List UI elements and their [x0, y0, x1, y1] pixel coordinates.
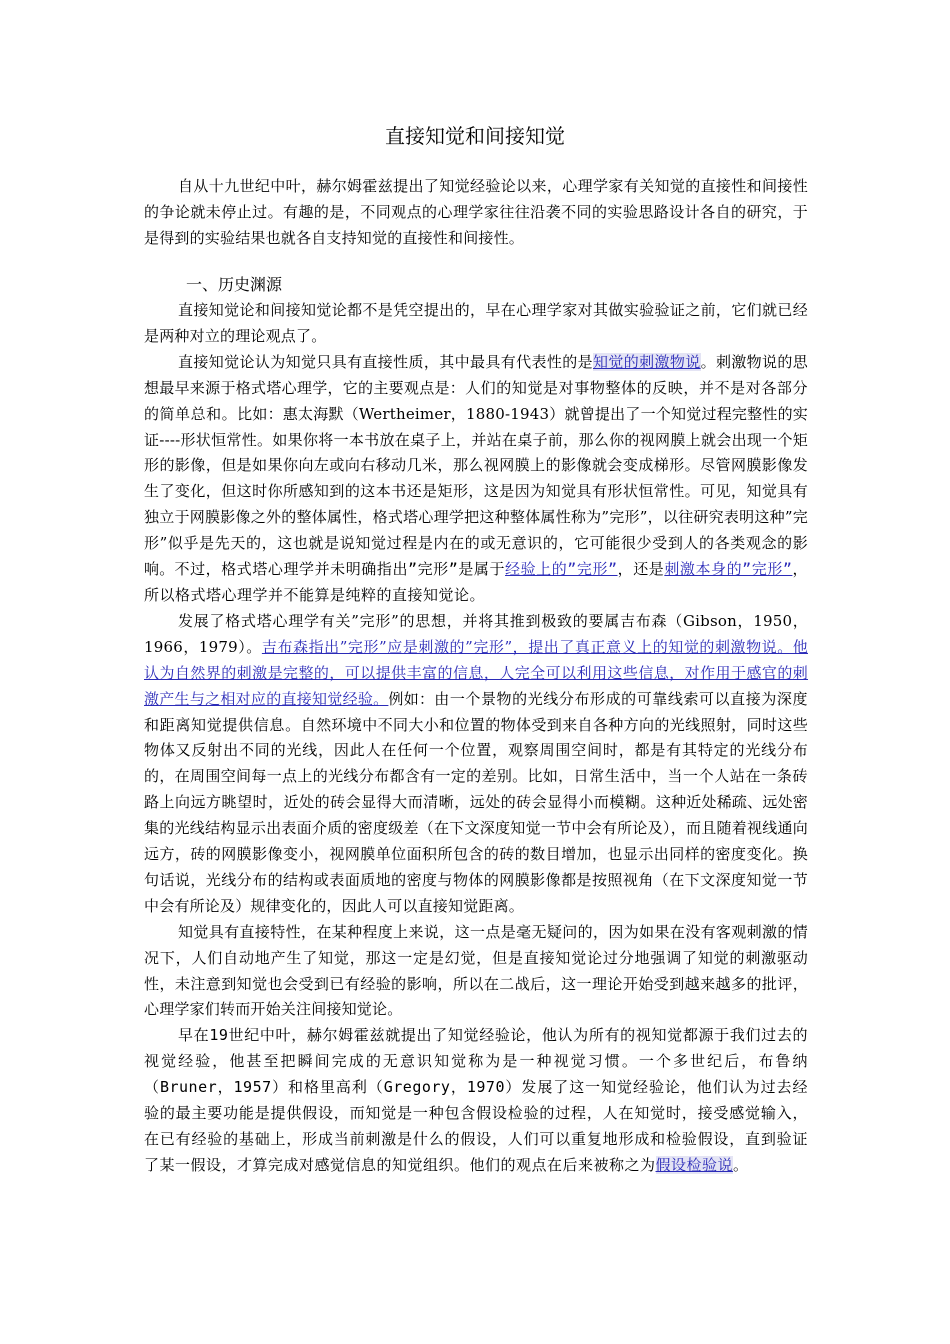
intro-section	[144, 174, 808, 252]
p3-text-b: 例如：	[388, 689, 435, 708]
p3-text-c: 由一个景物的光线分布形成的可靠线索可以直接为深度和距离知觉提供信息。	[144, 689, 808, 734]
stimulus-gestalt-link[interactable]: 刺激本身的”完形”	[664, 560, 793, 579]
section-heading: 一、历史渊源	[186, 275, 283, 294]
p2-text-a: 直接知觉论认为知觉只具有直接性质，其中最具有代表性的是	[178, 352, 593, 371]
paragraph-4: 知觉具有直接特性，在某种程度上来说，这一点是毫无疑问的，因为如果在没有客观刺激的情况下，人们自动地产生了知觉，那这一定是幻觉，但是直接知觉论过分地强调了知觉的刺激驱动性，未注意到知觉也会受到已有经验的影响，所以在二战后，这一理论开始受到越来越多的批评，心理学家们转而开始关注间接知觉论。	[144, 922, 808, 1019]
p2-text-i: ，所以格式塔心理学并不能算是纯粹的直接知觉论。	[144, 560, 808, 604]
gibson-theory-link[interactable]: 吉布森指出”完形”应是刺激的”完形”，提出了真正意义上的知觉的刺激物说。他认为自然界的刺激是完整的，可以提供丰富的信息，人完全可以利用这些信息，对作用于感官的刺激产生与之相对应的直接知觉经验。	[144, 637, 808, 708]
p5-text-a: 早在19世纪中叶，赫尔姆霍兹就提出了知觉经验论，他认为所有的视知觉都源于我们过去的视觉经验，他甚至把瞬间完成的无意识知觉称为是一种视觉习惯。一个多世纪后，布鲁纳（Bruner，1957）和格里高利（Gregory，1970）发展了这一知觉经验论，他们认为过去经验的最主要功能是提供假设，而知觉是一种包含假设检验的过程，人在知觉时，接受感觉输入，在已有经验的基础上，形成当前刺激是什么的假设，人们可以重复地形成和检验假设，直到验证了某一假设，才算完成对感觉信息的知觉组织。他们的观点在后来被称之为	[144, 1026, 808, 1174]
p2-text-c: 人们的知觉是对事物整体的反映，并不是对各部分的简单总和。	[144, 378, 808, 423]
stimulus-theory-link[interactable]: 知觉的刺激物说	[592, 352, 701, 371]
p2-text-d: 比如：惠太海默（Wertheimer，1880-1943）就曾提出了一个知觉过程完整性的实证----形状恒常性。如果你将一本书放在桌子上，并站在桌子前，那么你的视网膜上就会出现一个矩形的影像，但是如果你向左或向右移动几米，那么视网膜上的影像就会变成梯形。尽管网膜影像发生了变化，但这时你所感知到的这本书还是矩形，这是因为知觉具有形状恒常性。可见，知觉具有独立于网膜影像之外的整体属性，格式塔心理学把这种整体属性称为”完形”，以往研究表明这种”完形”似乎是先天的，这也就是说知觉过程是内在的或无意识的，它可能很少受到人的各类观念的影响。	[144, 404, 808, 579]
p5-text-b: 。	[733, 1155, 749, 1174]
paragraph-1: 直接知觉论和间接知觉论都不是凭空提出的，早在心理学家对其做实验验证之前，它们就已经是两种对立的理论观点了。	[144, 301, 808, 345]
p3-text-d: 自然环境中不同大小和位置的物体受到来自各种方向的光线照射，同时这些物体又反射出不同的光线，因此人在任何一个位置，观察周围空间时，都是有其特定的光线分布的，在周围空间每一点上的光线分布都含有一定的差别。比如，	[144, 715, 808, 786]
p3-text-a: 发展了格式塔心理学有关”完形”的思想，并将其推到极致的要属吉布森（Gibson，1950，1966，1979）。	[144, 611, 808, 656]
paragraph-2	[144, 350, 808, 609]
page-title: 直接知觉和间接知觉	[385, 124, 565, 148]
experiential-gestalt-link[interactable]: 经验上的”完形”	[505, 560, 618, 579]
intro-paragraph: 自从十九世纪中叶，赫尔姆霍兹提出了知觉经验论以来，心理学家有关知觉的直接性和间接性的争论就未停止过。有趣的是，不同观点的心理学家往往沿袭不同的实验思路设计各自的研究，于是得到的实验结果也就各自支持知觉的直接性和间接性。	[144, 177, 808, 247]
paragraph-3	[144, 609, 808, 920]
p3-text-f: 这种近处稀疏、远处密集的光线结构显示出表面介质的密度级差（在下文深度知觉一节中会有所论及），而且随着视线通向远方，砖的网膜影像变小，视网膜单位面积所包含的砖的数目增加，也显示出同样的密度变化。换句话说，光线分布的结构或表面质地的密度与物体的网膜影像都是按照视角（在下文深度知觉一节中会有所论及）规律变化的，因此人可以直接知觉距离。	[144, 793, 808, 915]
paragraph-5	[144, 1023, 808, 1178]
p2-text-e: 不过，格式塔心理学并未明确指出”完形”是属于	[174, 560, 506, 579]
hypothesis-testing-link[interactable]: 假设检验说	[655, 1155, 734, 1174]
p3-text-e: 日常生活中，当一个人站在一条砖路上向远方眺望时，近处的砖会显得大而清晰，远处的砖会显得小而模糊。	[144, 767, 808, 812]
p2-text-g: ，还是	[617, 560, 665, 579]
p2-text-b: 。刺激物说的思想最早来源于格式塔心理学，它的主要观点是：	[144, 352, 808, 397]
main-text	[144, 298, 808, 1179]
